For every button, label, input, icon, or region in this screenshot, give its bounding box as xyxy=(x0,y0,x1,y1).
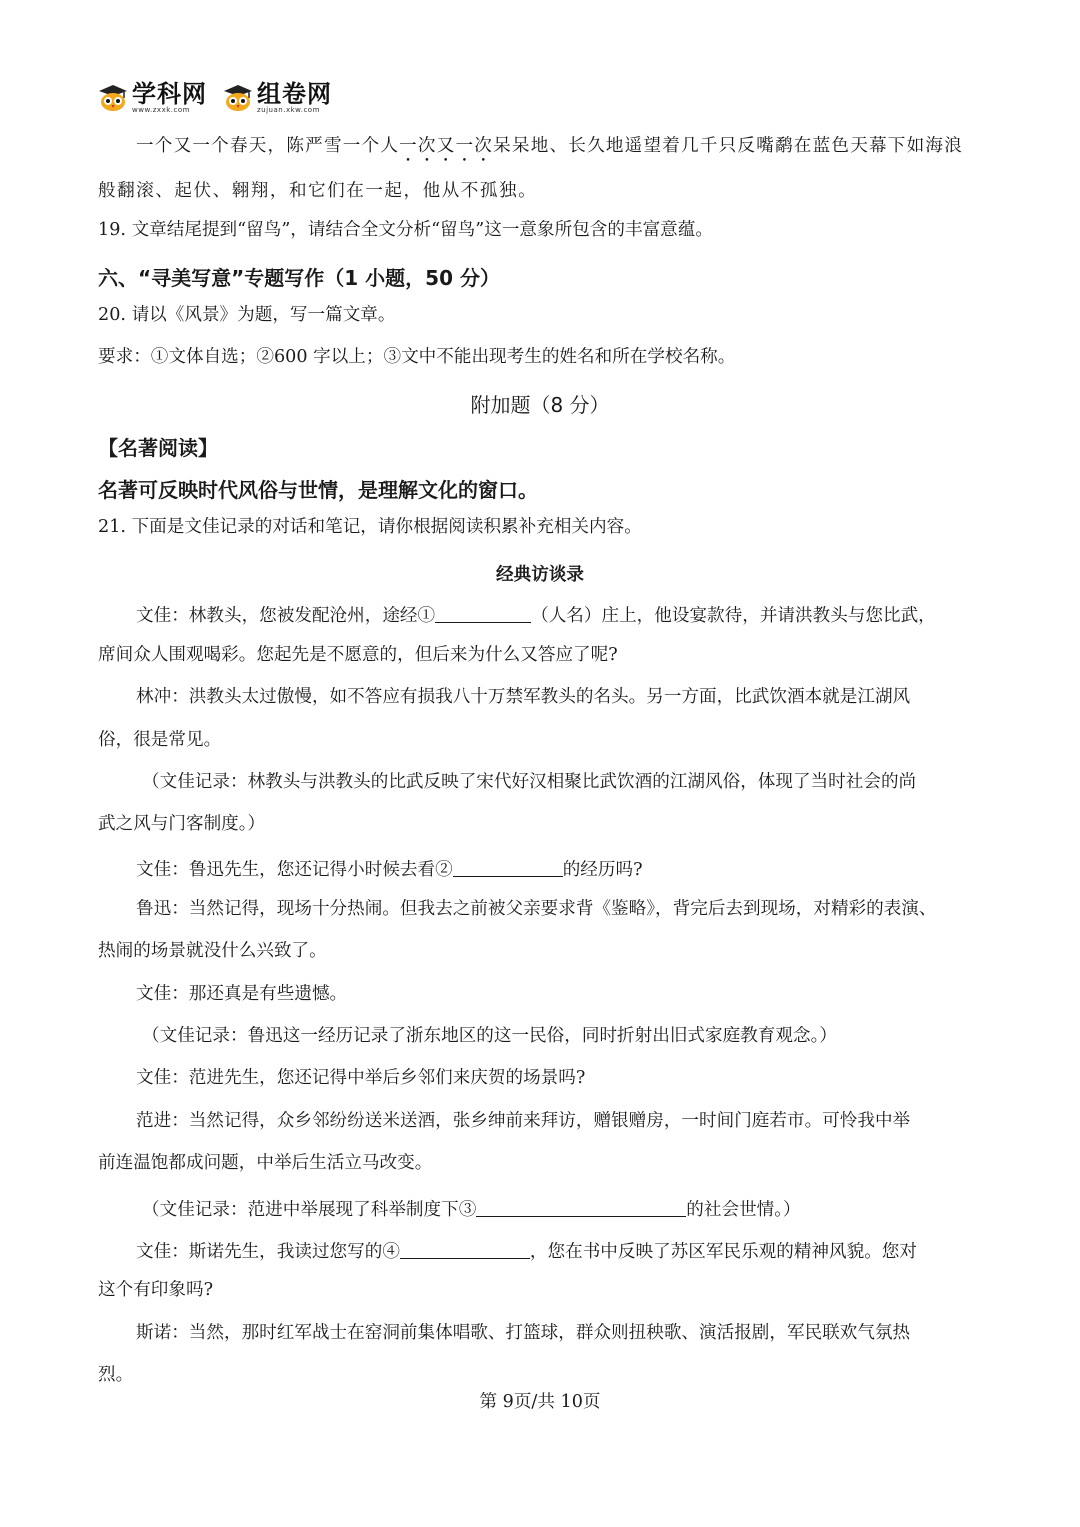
dialogue-text: 文佳：林教头，您被发配沧州，途经① xyxy=(136,606,436,626)
dialogue-line: 这个有印象吗? xyxy=(98,1280,213,1300)
dialogue-note: （文佳记录：林教头与洪教头的比武反映了宋代好汉相聚比武饮酒的江湖风俗，体现了当时社会的尚 xyxy=(142,772,917,792)
dialogue-line: 林冲：洪教头太过傲慢，如不答应有损我八十万禁军教头的名头。另一方面，比武饮酒本就是江湖风 xyxy=(136,687,911,707)
passage-ending-line-1 xyxy=(136,132,963,166)
answer-blank-1[interactable] xyxy=(435,604,531,623)
dialogue-line: 席间众人围观喝彩。您起先是不愿意的，但后来为什么又答应了呢? xyxy=(98,645,618,665)
dialogue-note: 武之风与门客制度。） xyxy=(98,814,266,834)
dialogue-text: 文佳：斯诺先生，我读过您写的④ xyxy=(136,1242,400,1262)
logo1-url: www.zxxk.com xyxy=(132,106,190,114)
dialogue-note: （文佳记录：鲁迅这一经历记录了浙东地区的这一民俗，同时折射出旧式家庭教育观念。） xyxy=(142,1026,837,1046)
owl-mascot-icon xyxy=(223,84,253,112)
emphasized-text: 一次又一次 xyxy=(399,136,494,156)
question-20-requirements: 要求：①文体自选；②600 字以上；③文中不能出现考生的姓名和所在学校名称。 xyxy=(98,347,736,367)
dialogue-text: 文佳：鲁迅先生，您还记得小时候去看② xyxy=(136,860,453,880)
section-6-heading: 六、“寻美写意”专题写作（1 小题，50 分） xyxy=(98,266,500,290)
question-21: 21. 下面是文佳记录的对话和笔记，请你根据阅读积累补充相关内容。 xyxy=(98,517,642,537)
interview-title: 经典访谈录 xyxy=(496,565,584,585)
dialogue-text: （人名）庄上，他设宴款待，并请洪教头与您比武， xyxy=(531,606,936,626)
dialogue-text: 的经历吗? xyxy=(562,860,643,880)
dialogue-line: 烈。 xyxy=(98,1365,134,1385)
answer-blank-2[interactable] xyxy=(453,858,563,877)
dialogue-line: 范进：当然记得，众乡邻纷纷送米送酒，张乡绅前来拜访，赠银赠房，一时间门庭若市。可怜我中举 xyxy=(136,1111,911,1131)
passage-text: 一个又一个春天，陈严雪一个人 xyxy=(136,136,400,156)
extra-section-title: 附加题（8 分） xyxy=(470,393,610,417)
owl-mascot-icon xyxy=(98,84,128,112)
logo2-url: zujuan.xkw.com xyxy=(257,106,320,114)
logo1-name: 学科网 xyxy=(132,80,207,108)
dialogue-line: 文佳：那还真是有些遗憾。 xyxy=(136,984,348,1004)
dialogue-line: 前连温饱都成问题，中举后生活立马改变。 xyxy=(98,1153,433,1173)
dialogue-text: ，您在书中反映了苏区军民乐观的精神风貌。您对 xyxy=(529,1242,917,1262)
dialogue-line: 热闹的场景就没什么兴致了。 xyxy=(98,941,327,961)
classic-reading-tag: 【名著阅读】 xyxy=(98,436,218,460)
dialogue-line: 俗，很是常见。 xyxy=(98,730,222,750)
logo-zujuanwang xyxy=(223,82,332,114)
logo2-name: 组卷网 xyxy=(257,80,332,108)
dialogue-line xyxy=(136,858,643,880)
question-20: 20. 请以《风景》为题，写一篇文章。 xyxy=(98,305,396,325)
header-logos xyxy=(98,82,332,114)
dialogue-line: 文佳：范进先生，您还记得中举后乡邻们来庆贺的场景吗? xyxy=(136,1068,586,1088)
logo-xuekewang xyxy=(98,82,207,114)
dialogue-line: 鲁迅：当然记得，现场十分热闹。但我去之前被父亲要求背《鉴略》，背完后去到现场，对精彩的表演、 xyxy=(136,899,937,919)
classic-reading-intro: 名著可反映时代风俗与世情，是理解文化的窗口。 xyxy=(98,478,538,502)
question-19: 19. 文章结尾提到“留鸟”，请结合全文分析“留鸟”这一意象所包含的丰富意蕴。 xyxy=(98,220,713,240)
dialogue-line xyxy=(136,1240,917,1262)
dialogue-note xyxy=(142,1198,801,1220)
answer-blank-4[interactable] xyxy=(400,1240,530,1259)
dialogue-text: （文佳记录：范进中举展现了科举制度下③ xyxy=(142,1200,477,1220)
dialogue-line xyxy=(136,604,936,626)
dialogue-text: 的社会世情。） xyxy=(686,1200,801,1220)
page-footer: 第 9页/共 10页 xyxy=(479,1392,601,1412)
passage-ending-line-2: 般翻滚、起伏、翱翔，和它们在一起，他从不孤独。 xyxy=(98,181,538,201)
passage-text: 呆呆地、长久地遥望着几千只反嘴鹬在蓝色天幕下如海浪 xyxy=(493,136,963,156)
answer-blank-3[interactable] xyxy=(476,1198,686,1217)
dialogue-line: 斯诺：当然，那时红军战士在窑洞前集体唱歌、打篮球，群众则扭秧歌、演活报剧，军民联欢气氛热 xyxy=(136,1323,911,1343)
